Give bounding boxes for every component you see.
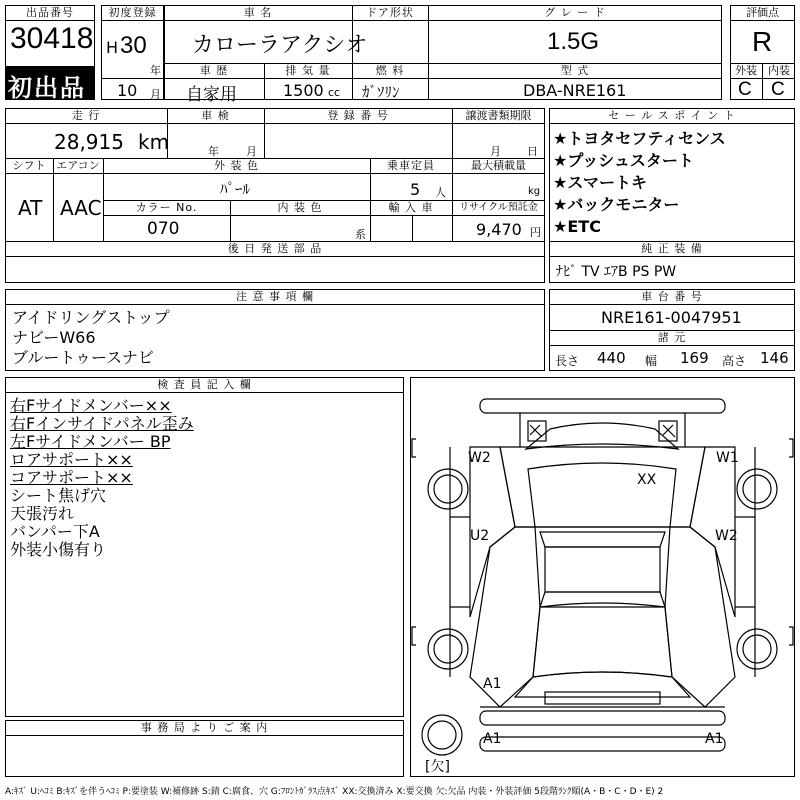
- inspector-item: 天張汚れ: [10, 504, 75, 523]
- lot-number-label: 出品番号: [26, 6, 74, 19]
- exterior-label: 外装: [735, 64, 757, 77]
- history: 自家用: [186, 85, 237, 105]
- color-number-label: カラー No.: [135, 201, 198, 214]
- displacement: 1500: [283, 81, 324, 100]
- fuel: ｶﾞｿﾘﾝ: [362, 83, 400, 101]
- sales-points-list: [553, 129, 726, 239]
- inspector-item: 右Fサイドメンバー××: [10, 396, 172, 415]
- equipment: ﾅﾋﾞ TV ｴｱB PS PW: [556, 264, 677, 280]
- color-number: 070: [147, 219, 180, 239]
- note-item: ナビーW66: [12, 328, 96, 347]
- sales-points-label: セ ー ル ス ポ イ ン ト: [608, 109, 736, 122]
- mileage: 28,915: [54, 130, 124, 154]
- note-item: アイドリングストップ: [12, 308, 170, 327]
- car-diagram: [410, 377, 795, 777]
- model-label: 型 式: [560, 64, 590, 77]
- legend: A:ｷｽﾞ U:ﾍｺﾐ B:ｷｽﾞを伴うﾍｺﾐ P:要塗装 W:補修跡 S:錆 C:腐食、穴 G:ﾌﾛﾝﾄｶﾞﾗｽ点ｷｽﾞ XX:交換済み X:要交換 欠:欠品 内装・外装評価 5段階ﾗﾝｸ順(A・B・C・D・E) 2: [5, 787, 664, 797]
- transfer-deadline-label: 譲渡書類期限: [465, 109, 532, 122]
- interior-grade: C: [771, 79, 785, 100]
- grade: 1.5G: [547, 28, 600, 55]
- inspector-label: 検 査 員 記 入 欄: [157, 378, 252, 391]
- height: 146: [760, 349, 789, 367]
- interior-color-label: 内 装 色: [277, 201, 323, 214]
- car-name: カローラアクシオ: [192, 33, 368, 58]
- year-unit: 年: [150, 64, 161, 77]
- shift-label: シフト: [12, 159, 46, 172]
- later-parts-label: 後 日 発 送 部 品: [227, 242, 323, 255]
- registration-month: 10: [117, 81, 138, 100]
- exterior-grade: C: [738, 79, 752, 100]
- mileage-label: 走 行: [71, 109, 101, 122]
- inspector-item: 右Fインサイドパネル歪み: [10, 414, 194, 433]
- rating-label: 評価点: [746, 6, 779, 19]
- damage-mark: XX: [637, 472, 657, 488]
- note-item: ブルートゥースナビ: [12, 348, 154, 367]
- displacement-label: 排 気 量: [285, 64, 331, 77]
- sales-point: ★バックモニター: [553, 195, 680, 214]
- office-label: 事 務 局 よ り ご 案 内: [140, 721, 269, 734]
- displacement-unit: cc: [328, 86, 341, 99]
- lot-number: 30418: [10, 22, 94, 55]
- missing-label: [欠]: [425, 759, 450, 775]
- inspector-item: コアサポート××: [10, 468, 133, 487]
- first-registration-label: 初度登録: [108, 6, 157, 19]
- history-label: 車 歴: [199, 64, 229, 77]
- interior-color-unit: 系: [355, 228, 366, 241]
- damage-mark: U2: [470, 528, 490, 544]
- inspector-item: 外装小傷有り: [10, 540, 107, 559]
- damage-mark: A1: [483, 676, 502, 692]
- damage-mark: W1: [716, 450, 739, 466]
- length: 440: [597, 349, 626, 367]
- width-label: 幅: [645, 354, 658, 368]
- sales-point: ★トヨタセフティセンス: [553, 129, 726, 148]
- car-name-label: 車 名: [243, 6, 273, 19]
- registration-year: 30: [120, 32, 147, 59]
- damage-mark: A1: [705, 731, 724, 747]
- sales-point: ★スマートキ: [553, 173, 648, 192]
- damage-mark: W2: [468, 450, 491, 466]
- era: H: [106, 38, 119, 57]
- specs-label: 諸 元: [657, 331, 687, 344]
- capacity: 5: [410, 180, 421, 199]
- chassis-number: NRE161-0047951: [601, 308, 742, 327]
- inspector-item: シート焦げ穴: [10, 486, 107, 505]
- equipment-label: 純 正 装 備: [641, 242, 703, 255]
- inspector-list: [10, 396, 194, 558]
- month-unit: 月: [150, 88, 161, 101]
- sales-point: ★ETC: [553, 217, 601, 236]
- first-listing-label: 初出品: [8, 74, 86, 102]
- recycle-deposit: 9,470: [476, 220, 522, 239]
- height-label: 高さ: [722, 354, 747, 368]
- shift: AT: [18, 196, 43, 220]
- damage-mark: A1: [483, 731, 502, 747]
- damage-mark: W2: [715, 528, 738, 544]
- grade-label: グ レ ー ド: [544, 6, 606, 19]
- chassis-label: 車 台 番 号: [641, 290, 703, 303]
- import-car-label: 輸 入 車: [388, 201, 434, 214]
- inspector-item: ロアサポート××: [10, 450, 133, 469]
- transfer-day-unit: 日: [527, 145, 538, 158]
- inspector-item: バンパー下A: [10, 522, 100, 541]
- length-label: 長さ: [555, 354, 580, 368]
- notes-label: 注 意 事 項 欄: [236, 290, 314, 303]
- exterior-color: ﾊﾟｰﾙ: [220, 180, 251, 198]
- notes-list: [12, 308, 170, 368]
- inspection-month-unit: 月: [246, 145, 257, 158]
- capacity-unit: 人: [435, 186, 446, 199]
- door-label: ドア形状: [366, 6, 414, 19]
- mileage-unit: km: [138, 130, 170, 154]
- recycle-deposit-label: リサイクル預託金: [459, 202, 538, 213]
- width: 169: [680, 349, 709, 367]
- interior-label: 内装: [768, 64, 790, 77]
- transfer-month-unit: 月: [490, 145, 501, 158]
- exterior-color-label: 外 装 色: [214, 159, 259, 172]
- inspection-year-unit: 年: [208, 145, 219, 158]
- max-load-unit: kg: [528, 186, 541, 197]
- aircon-label: エアコン: [56, 159, 100, 172]
- registration-number-label: 登 録 番 号: [327, 109, 389, 122]
- fuel-label: 燃 料: [375, 64, 405, 77]
- recycle-deposit-unit: 円: [530, 226, 541, 239]
- max-load-label: 最大積載量: [471, 159, 526, 172]
- aircon: AAC: [60, 196, 102, 220]
- capacity-label: 乗車定員: [387, 159, 435, 172]
- inspector-item: 左Fサイドメンバー BP: [10, 432, 171, 451]
- model: DBA-NRE161: [523, 81, 627, 100]
- sales-point: ★プッシュスタート: [553, 151, 694, 170]
- rating: R: [752, 26, 773, 57]
- inspection-label: 車 検: [201, 109, 230, 122]
